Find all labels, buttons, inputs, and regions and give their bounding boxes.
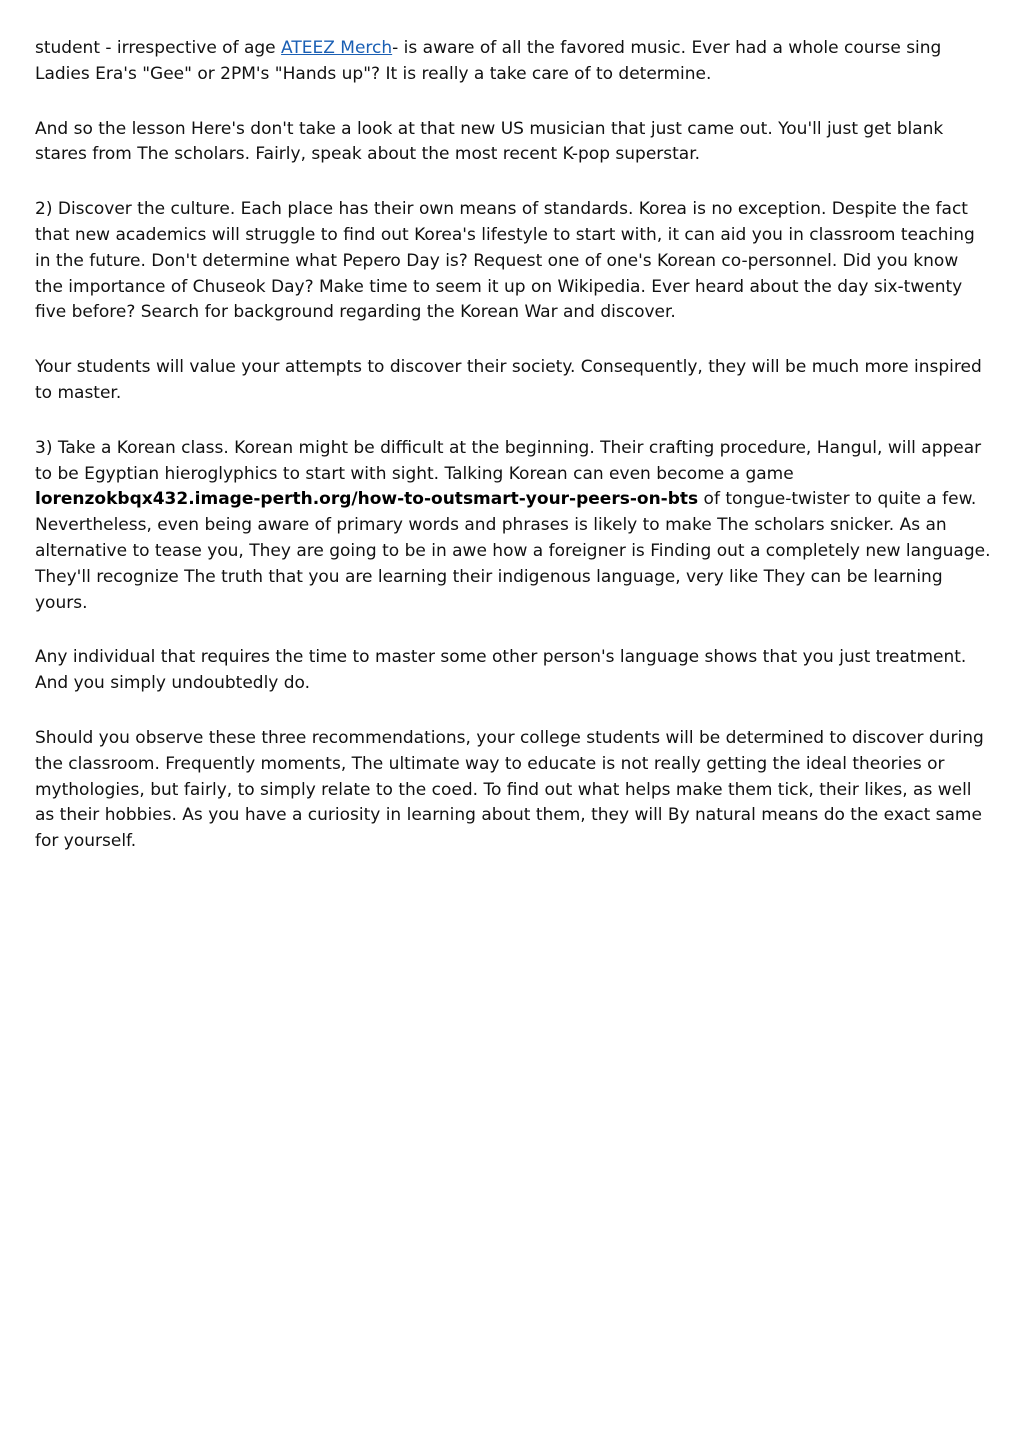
paragraph-5-text-end: of tongue-twister to quite a few. Nevertheless, even being aware of primary words and phrases is likely to make The scholars snicker. As an alternative to tease you, They are going to be in awe how a foreigner is Finding out a completely new language. They'll recognize The truth that you are learning their indigenous language, very like They can be learning yours. <box>35 489 991 613</box>
paragraph-1-text-end: - is aware of all the favored music. Ever had a whole course sing Ladies Era's "Gee" or 2PM's "Hands up"? It is really a take care of to determine. <box>35 38 942 84</box>
paragraph-5 <box>35 436 991 617</box>
paragraph-1 <box>35 36 991 88</box>
bold-url-text: lorenzokbqx432.image-perth.org/how-to-outsmart-your-peers-on-bts <box>35 489 699 510</box>
paragraph-2: And so the lesson Here's don't take a look at that new US musician that just came out. You'll just get blank stares from The scholars. Fairly, speak about the most recent K-pop superstar. <box>35 118 944 165</box>
paragraph-4: Your students will value your attempts to discover their society. Consequently, they will be much more inspired to master. <box>35 357 982 403</box>
paragraph-1-text-start: student - irrespective of age <box>35 38 282 58</box>
paragraph-3: 2) Discover the culture. Each place has their own means of standards. Korea is no exception. Despite the fact that new academics will struggle to find out Korea's lifestyle to start with, it can aid you in classroom teaching in the future. Don't determine what Pepero Day is? Request one of one's Korean co-personnel. Did you know the importance of Chuseok Day? Make time to seem it up on Wikipedia. Ever heard about the day six-twenty five before? Search for background regarding the Korean War and discover. <box>35 199 975 323</box>
document-body <box>35 36 991 855</box>
paragraph-7: Should you observe these three recommendations, your college students will be determined to discover during the classroom. Frequently moments, The ultimate way to educate is not really getting the ideal theories or mythologies, but fairly, to simply relate to the coed. To find out what helps make them tick, their likes, as well as their hobbies. As you have a curiosity in learning about them, they will By natural means do the exact same for yourself. <box>35 727 984 852</box>
paragraph-5-text-start: 3) Take a Korean class. Korean might be difficult at the beginning. Their crafting procedure, Hangul, will appear to be Egyptian hieroglyphics to start with sight. Talking Korean can even become a game <box>35 437 982 484</box>
ateez-merch-link[interactable]: ATEEZ Merch <box>281 38 393 58</box>
paragraph-6: Any individual that requires the time to master some other person's language shows that you just treatment. And you simply undoubtedly do. <box>35 647 967 694</box>
